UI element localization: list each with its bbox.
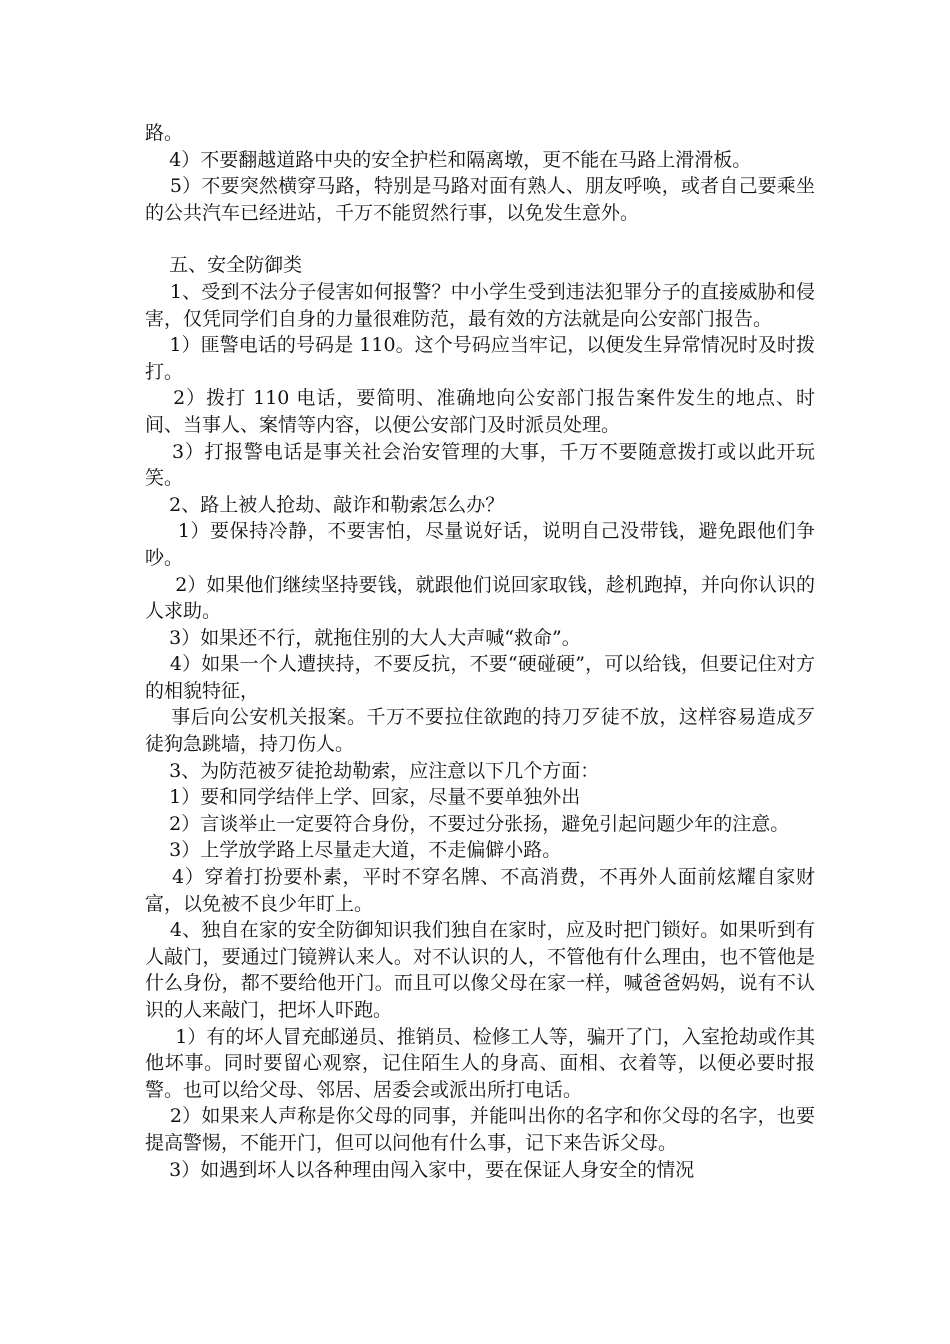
- paragraph-item-3-4: 4）穿着打扮要朴素，平时不穿名牌、不高消费，不再外人面前炫耀自家财富，以免被不良少年盯上。: [145, 866, 815, 915]
- paragraph-item-4-1: 1）有的坏人冒充邮递员、推销员、检修工人等，骗开了门，入室抢劫或作其他坏事。同时要留心观察，记住陌生人的身高、面相、衣着等，以便必要时报警。也可以给父母、邻居、居委会或派出所打电话。: [145, 1025, 815, 1101]
- paragraph-item-3-3: 3）上学放学路上尽量走大道，不走偏僻小路。: [145, 839, 562, 862]
- blank-line: [145, 226, 815, 252]
- paragraph-continuation: 路。: [145, 122, 184, 144]
- paragraph-item-1-1: 1）匪警电话的号码是 110。这个号码应当牢记，以便发生异常情况时及时拨打。: [145, 334, 815, 383]
- paragraph-item-3-2: 2）言谈举止一定要符合身份，不要过分张扬，避免引起问题少年的注意。: [145, 812, 790, 835]
- paragraph-item-2-4-cont: 事后向公安机关报案。千万不要拉住欲跑的持刀歹徒不放，这样容易造成歹徒狗急跳墙，持刀伤人。: [145, 706, 815, 756]
- document-body: [145, 120, 815, 1183]
- paragraph-item-1-3: 3）打报警电话是事关社会治安管理的大事，千万不要随意拨打或以此开玩笑。: [145, 440, 815, 490]
- paragraph-item-2-1: 1）要保持冷静，不要害怕，尽量说好话，说明自己没带钱，避免跟他们争吵。: [145, 520, 816, 569]
- paragraph-item-2-2: 2）如果他们继续坚持要钱，就跟他们说回家取钱，趁机跑掉，并向你认识的人求助。: [145, 573, 815, 623]
- paragraph-item-4-3: 3）如遇到坏人以各种理由闯入家中，要在保证人身安全的情况: [145, 1158, 695, 1181]
- paragraph-item-4-2: 2）如果来人声称是你父母的同事，并能叫出你的名字和你父母的名字，也要提高警惕，不能开门，但可以问他有什么事，记下来告诉父母。: [145, 1105, 815, 1154]
- paragraph-item-1: 1、受到不法分子侵害如何报警？中小学生受到违法犯罪分子的直接威胁和侵害，仅凭同学们自身的力量很难防范，最有效的方法就是向公安部门报告。: [145, 280, 815, 330]
- section-heading: 五、安全防御类: [145, 254, 303, 277]
- paragraph-rule-5: 5）不要突然横穿马路，特别是马路对面有熟人、朋友呼唤，或者自己要乘坐的公共汽车已经进站，千万不能贸然行事，以免发生意外。: [145, 175, 815, 224]
- paragraph-item-3-1: 1）要和同学结伴上学、回家，尽量不要单独外出: [145, 786, 581, 809]
- paragraph-rule-4: 4）不要翻越道路中央的安全护栏和隔离墩，更不能在马路上滑滑板。: [145, 148, 752, 171]
- paragraph-item-2: 2、路上被人抢劫、敲诈和勒索怎么办？: [145, 493, 505, 516]
- paragraph-item-4: 4、独自在家的安全防御知识我们独自在家时，应及时把门锁好。如果听到有人敲门，要通过门镜辨认来人。对不认识的人，不管他有什么理由，也不管他是什么身份，都不要给他开门。而且可以像父母在家一样，喊爸爸妈妈，说有不认识的人来敲门，把坏人吓跑。: [145, 919, 815, 1021]
- paragraph-item-1-2: 2）拨打 110 电话，要简明、准确地向公安部门报告案件发生的地点、时间、当事人、案情等内容，以便公安部门及时派员处理。: [145, 387, 815, 436]
- paragraph-item-2-3: 3）如果还不行，就拖住别的大人大声喊“救命”。: [145, 626, 581, 649]
- paragraph-item-2-4: 4）如果一个人遭挟持，不要反抗，不要“硬碰硬”，可以给钱，但要记住对方的相貌特征，: [145, 653, 815, 702]
- paragraph-item-3: 3、为防范被歹徒抢劫勒索，应注意以下几个方面：: [145, 759, 600, 782]
